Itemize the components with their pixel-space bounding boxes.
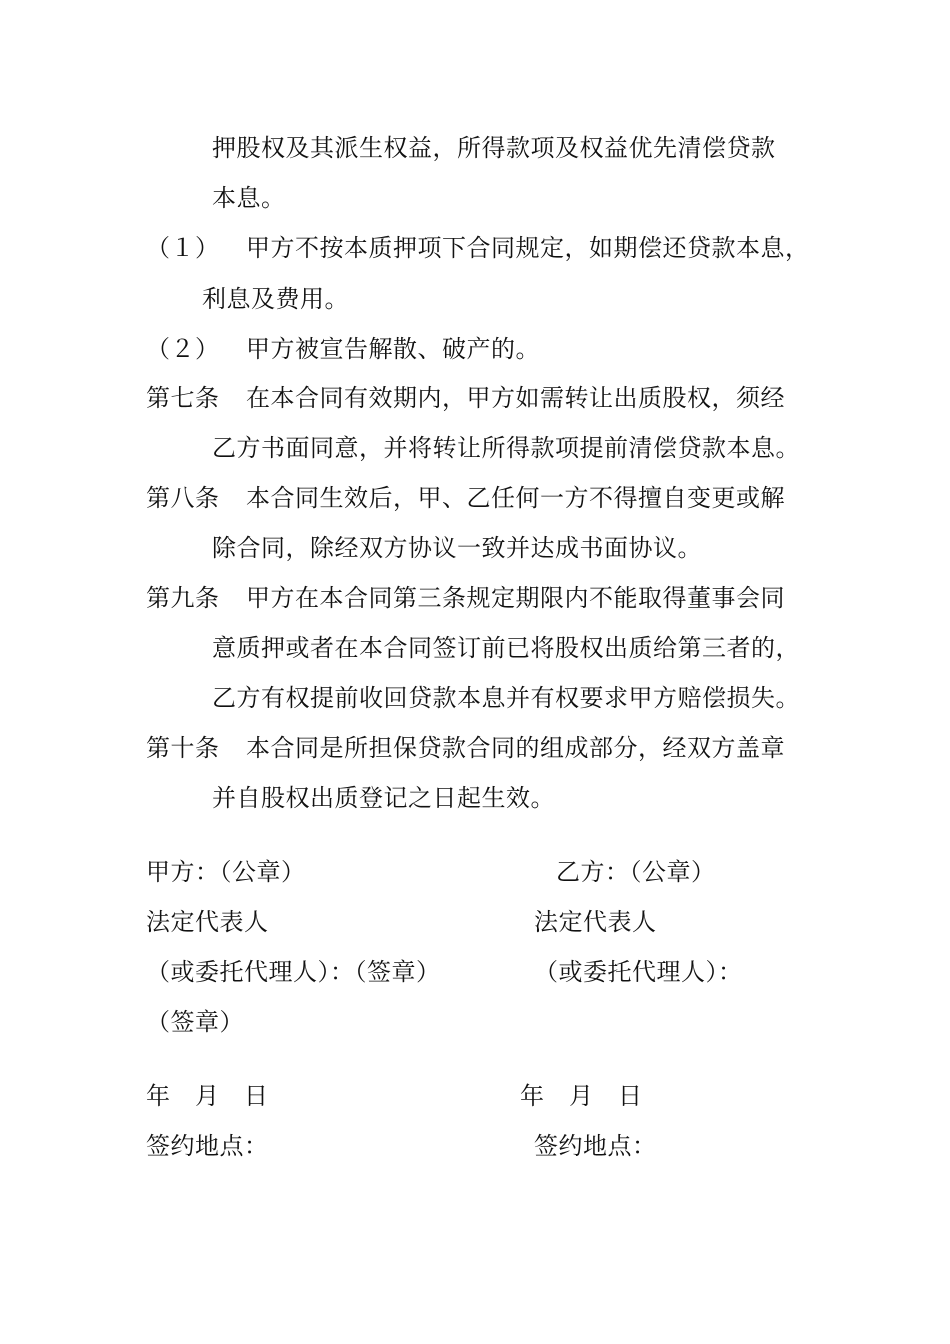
article-8-line-2: 除合同，除经双方协议一致并达成书面协议。 — [212, 534, 702, 562]
article-8 — [146, 482, 785, 514]
party-b-date: 年 月 日 — [520, 1082, 643, 1110]
article-9 — [146, 582, 785, 614]
article-9-text: 甲方在本合同第三条规定期限内不能取得董事会同 — [246, 584, 785, 612]
article-10-line-2: 并自股权出质登记之日起生效。 — [212, 784, 555, 812]
party-b-seal: （签章） — [146, 1008, 244, 1036]
item-1-line-2: 利息及费用。 — [202, 285, 349, 313]
article-9-line-3: 乙方有权提前收回贷款本息并有权要求甲方赔偿损失。 — [212, 684, 800, 712]
party-a-title: 甲方：（公章） — [146, 858, 306, 886]
article-10 — [146, 732, 785, 764]
party-b-representative: 法定代表人 — [534, 908, 657, 936]
article-8-text: 本合同生效后，甲、乙任何一方不得擅自变更或解 — [246, 484, 785, 512]
item-1 — [146, 232, 810, 264]
article-7-text: 在本合同有效期内，甲方如需转让出质股权，须经 — [246, 384, 785, 412]
article-10-text: 本合同是所担保贷款合同的组成部分，经双方盖章 — [246, 734, 785, 762]
party-b-title: 乙方：（公章） — [556, 858, 716, 886]
party-b-signing-place: 签约地点： — [534, 1132, 657, 1160]
clause-continuation-line-2: 本息。 — [212, 184, 286, 212]
article-9-label: 第九条 — [146, 584, 220, 612]
article-7-line-2: 乙方书面同意，并将转让所得款项提前清偿贷款本息。 — [212, 434, 800, 462]
item-1-label: （１） — [146, 234, 220, 262]
party-a-date: 年 月 日 — [146, 1082, 269, 1110]
party-b-agent: （或委托代理人）： — [534, 958, 743, 986]
article-7 — [146, 382, 785, 414]
article-9-line-2: 意质押或者在本合同签订前已将股权出质给第三者的， — [212, 634, 800, 662]
article-10-label: 第十条 — [146, 734, 220, 762]
article-7-label: 第七条 — [146, 384, 220, 412]
party-a-representative: 法定代表人 — [146, 908, 269, 936]
party-a-signing-place: 签约地点： — [146, 1132, 269, 1160]
item-2 — [146, 333, 540, 365]
item-2-label: （２） — [146, 335, 220, 363]
party-a-agent: （或委托代理人）：（签章） — [146, 958, 441, 986]
article-8-label: 第八条 — [146, 484, 220, 512]
item-1-text: 甲方不按本质押项下合同规定，如期偿还贷款本息， — [246, 234, 810, 262]
item-2-text: 甲方被宣告解散、破产的。 — [246, 335, 540, 363]
clause-continuation-line-1: 押股权及其派生权益，所得款项及权益优先清偿贷款 — [212, 134, 776, 162]
